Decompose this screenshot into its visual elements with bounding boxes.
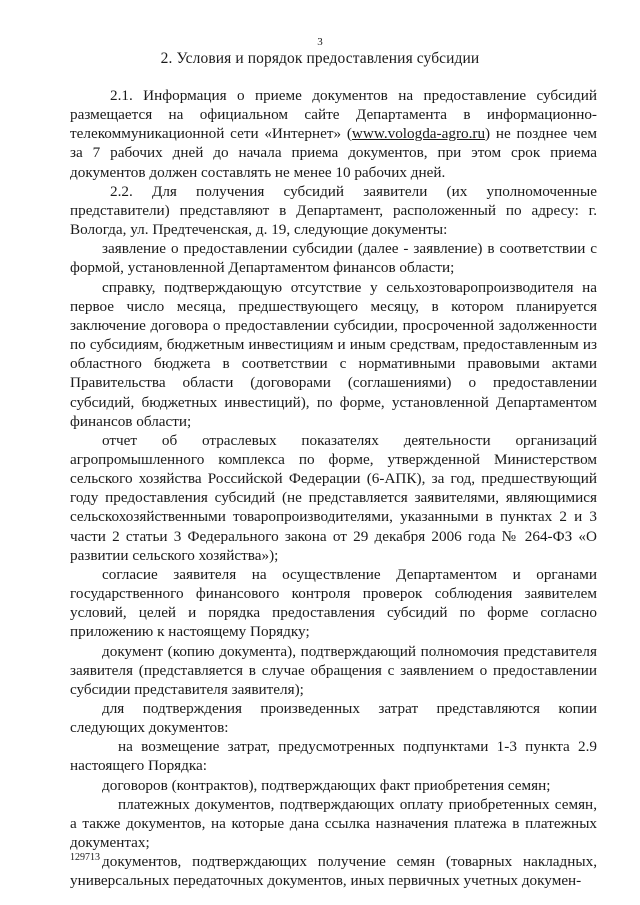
- list-item-authority-document: документ (копию документа), подтверждающий полномочия представителя заявителя (представляется в случае обращения с заявлением о предоставлении субсидии представителя заявителя);: [70, 642, 597, 698]
- page-number: 3: [317, 36, 323, 48]
- list-item-consent: согласие заявителя на осуществление Департаментом и органами государственного финансового контроля проверок соблюдения заявителем условий, целей и порядка предоставления субсидий по форме согласно приложению к настоящему Порядку;: [70, 565, 597, 641]
- sub-item-payment-documents: платежных документов, подтверждающих оплату приобретенных семян, а также документов, на которые дана ссылка назначения платежа в платежных документах;: [70, 795, 597, 852]
- sub-item-contracts: договоров (контрактов), подтверждающих факт приобретения семян;: [102, 776, 551, 794]
- sub-item-reimbursement: на возмещение затрат, предусмотренных подпунктами 1-3 пункта 2.9 настоящего Порядка:: [70, 738, 597, 775]
- paragraph-2-1: [70, 86, 597, 182]
- list-item-report: отчет об отраслевых показателях деятельности организаций агропромышленного комплекса по форме, утвержденной Министерством сельского хозяйства Российской Федерации (6-АПК), за год, предшествующий году предоставления субсидий (не представляется заявителями, являющимися сельскохозяйственными товаропроизводителями, указанными в пунктах 2 и 3 части 2 статьи 3 Федерального закона от 29 декабря 2006 года № 264-ФЗ «О развитии сельского хозяйства»);: [70, 431, 597, 564]
- list-item-expense-copies: для подтверждения произведенных затрат представляются копии следующих документов:: [70, 700, 597, 737]
- document-code: 129713: [70, 852, 100, 863]
- section-title: 2. Условия и порядок предоставления субсидии: [160, 50, 480, 67]
- document-body: [70, 86, 597, 891]
- paragraph-2-1-text-before: 2.1. Информация о приеме документов на предоставление субсидий размещается на официальном сайте Департамента в информационно-телекоммуникационной сети «Интернет» (: [70, 87, 597, 143]
- list-item-certificate: справку, подтверждающую отсутствие у сельхозтоваропроизводителя на первое число месяца, предшествующего месяцу, в котором планируется заключение договора о предоставлении субсидии, просроченной задолженности по субсидиям, бюджетным инвестициям и иным средствам, предоставленным из областного бюджета в соответствии с нормативными правовыми актами Правительства области (договорами (соглашениями) о предоставлении субсидий, бюджетных инвестиций), по форме, установленной Департаментом финансов области;: [70, 278, 597, 430]
- website-link[interactable]: www.vologda-agro.ru: [351, 125, 486, 143]
- paragraph-2-2: 2.2. Для получения субсидий заявители (их уполномоченные представители) представляют в Департамент, расположенный по адресу: г. Вологда, ул. Предтеченская, д. 19, следующие документы:: [70, 182, 597, 239]
- list-item-application: заявление о предоставлении субсидии (далее - заявление) в соответствии с формой, установленной Департаментом финансов области;: [70, 240, 597, 277]
- paragraph-2-1-text-after: ) не позднее чем за 7 рабочих дней до начала приема документов, при этом срок приема документов должен составлять не менее 10 рабочих дней.: [70, 125, 597, 181]
- sub-item-receipt-documents: документов, подтверждающих получение семян (товарных накладных, универсальных передаточных документов, иных первичных учетных докумен-: [70, 853, 597, 890]
